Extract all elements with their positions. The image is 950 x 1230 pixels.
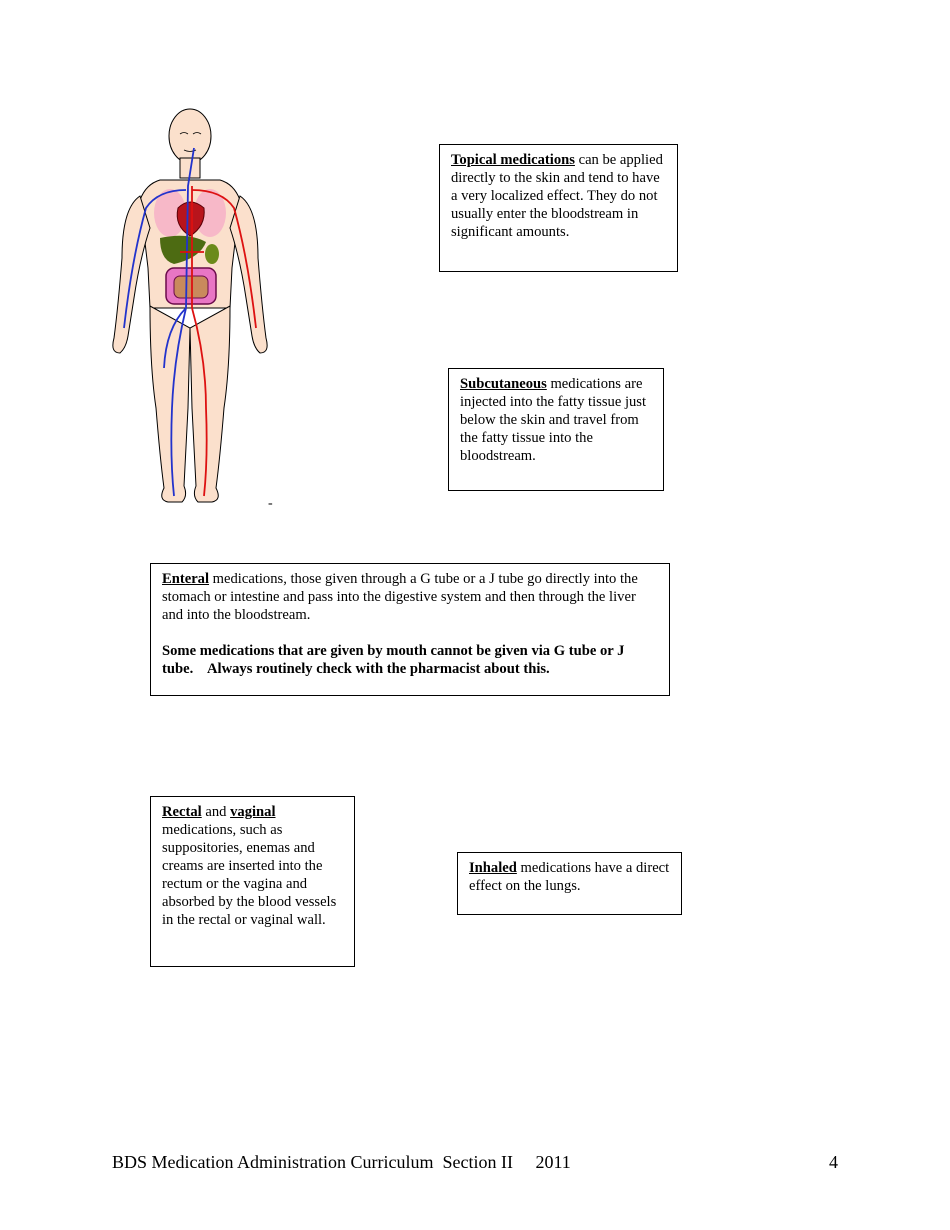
rectal-term: Rectal	[162, 804, 202, 820]
topical-text: can be applied directly to the skin and tend to have a very localized effect. They do not usually enter the bloodstream in significant amounts.	[451, 152, 663, 240]
subcutaneous-term: Subcutaneous	[460, 376, 547, 392]
rectal-vaginal-text: medications, such as suppositories, enemas and creams are inserted into the rectum or the vagina and absorbed by the blood vessels in the rectal or vaginal wall.	[162, 822, 337, 928]
page-footer	[112, 1152, 838, 1173]
topical-medications-box	[439, 144, 678, 272]
inhaled-paragraph	[469, 859, 670, 895]
subcutaneous-paragraph	[460, 375, 652, 465]
topical-paragraph	[451, 151, 666, 241]
inhaled-term: Inhaled	[469, 860, 517, 876]
enteral-term: Enteral	[162, 571, 210, 587]
subcutaneous-medications-box	[448, 368, 664, 491]
enteral-paragraph	[162, 570, 658, 624]
enteral-warning: Some medications that are given by mouth cannot be given via G tube or J tube. Always routinely check with the pharmacist about this.	[162, 643, 629, 677]
stray-mark: -	[268, 496, 273, 511]
rectal-vaginal-heading	[162, 803, 343, 821]
rectal-vaginal-medications-box	[150, 796, 355, 967]
footer-title: BDS Medication Administration Curriculum Section II 2011	[112, 1152, 571, 1172]
enteral-medications-box	[150, 563, 670, 696]
subcutaneous-text: medications are injected into the fatty tissue just below the skin and travel from the fatty tissue into the bloodstream.	[460, 376, 647, 464]
topical-term: Topical medications	[451, 152, 575, 168]
page-number: 4	[829, 1152, 838, 1172]
inhaled-medications-box	[457, 852, 682, 915]
enteral-text: medications, those given through a G tube or a J tube go directly into the stomach or intestine and pass into the digestive system and then through the liver and into the bloodstream.	[162, 571, 638, 623]
inhaled-text: medications have a direct effect on the lungs.	[469, 860, 670, 894]
human-circulatory-system-icon	[108, 108, 274, 510]
vaginal-term: vaginal	[230, 804, 276, 820]
rectal-conj: and	[201, 804, 231, 820]
